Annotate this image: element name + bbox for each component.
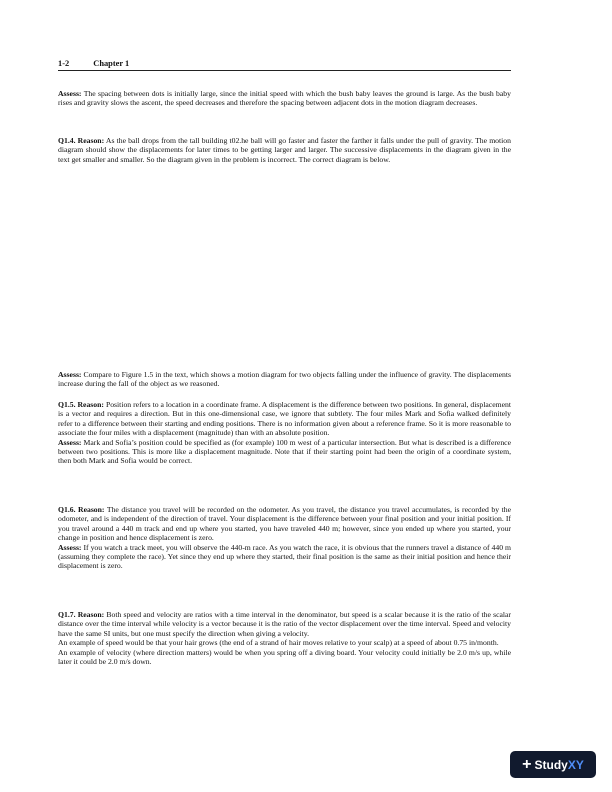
q1-7-label: Q1.7. Reason: [58, 610, 105, 619]
page-number: 1-2 [58, 59, 70, 68]
q1-4-assess-text: Compare to Figure 1.5 in the text, which shows a motion diagram for two objects falling under the influence of gravity. The displacements increase during the fall of the object as we reasoned. [58, 370, 511, 389]
logo-text-study: Study [534, 757, 568, 772]
q1-5-assess-text: Mark and Sofia’s position could be specified as (for example) 100 m west of a particular intersection. But what is described is a difference between two positions. This is more like a displacement magnitude. Note that if their starting point had been the origin of a coordinate system, then both Mark and Sofia would be correct. [58, 437, 512, 466]
q1-5-label: Q1.5. Reason: [58, 400, 104, 409]
q1-6-label: Q1.6. Reason: [58, 505, 105, 514]
q1-6-paragraph [58, 505, 511, 571]
velocity-example: An example of velocity (where direction matters) would be when you spring off a diving board. Your velocity could initially be 2.0 m/s up, while later it could be 2.0 m/s down. [58, 647, 511, 667]
q1-5-assess-label: Assess: [58, 437, 82, 447]
q1-7-text: Both speed and velocity are ratios with a time interval in the denominator, but speed is a scalar because it is the ratio of the scalar distance over the time interval while velocity is a vector because it is the ratio of the vector displacement over the time interval. Speed and velocity have the same SI units, but one must specify the direction when giving a velocity. [58, 610, 511, 638]
assess-label: Assess: [58, 89, 82, 98]
q1-5-text: Position refers to a location in a coordinate frame. A displacement is the difference between two positions. In general, displacement is a vector and requires a direction. But in this one-dimensional case, we ignore that subtlety. The four miles Mark and Sofia walked definitely refer to a difference between their starting and ending positions. There is no information given about a reference frame. So it is more reasonable to associate the four miles with a displacement (magnitude) than with an absolute position. [58, 400, 511, 438]
q1-4-label: Q1.4. Reason: [58, 136, 105, 145]
q1-4-assess-label: Assess: [58, 370, 82, 379]
logo-text-xy: XY [567, 757, 584, 772]
q1-5-paragraph [58, 400, 511, 466]
motion-diagram-area [58, 185, 511, 360]
q1-6-assess-label: Assess: [58, 542, 82, 552]
studyxy-logo [510, 751, 596, 778]
plus-icon: + [522, 755, 532, 773]
chapter-title: Chapter 1 [93, 59, 130, 68]
q1-4-assess-paragraph [58, 370, 511, 389]
q1-6-assess-text: If you watch a track meet, you will observe the 440-m race. As you watch the race, it is obvious that the runners travel a distance of 440 m (assuming they complete the race). Yet since they end up where they started, their final position is the same as their initial position and hence their displacement is zero. [58, 542, 511, 571]
speed-example: An example of speed would be that your hair grows (the end of a strand of hair moves relative to your scalp) at a speed of about 0.75 in/month. [58, 638, 499, 648]
q1-7-paragraph [58, 610, 511, 666]
q1-6-text: The distance you travel will be recorded on the odometer. As you travel, the distance you travel accumulates, is recorded by the odometer, and is independent of the direction of travel. Your displacement is the difference between your final position and your initial position. If you travel around a 440 m track and end up where you started, you have traveled 440 m; however, since you ended up where you started, your change in position and hence displacement is zero. [58, 505, 511, 543]
assess-text: The spacing between dots is initially large, since the initial speed with which the bush baby leaves the ground is large. As the bush baby rises and gravity slows the ascent, the speed decreases and therefore the spacing between adjacent dots in the motion diagram decreases. [58, 89, 511, 108]
page-header [58, 59, 511, 71]
assess-paragraph-1 [58, 89, 511, 108]
q1-4-paragraph [58, 136, 511, 164]
q1-4-text: As the ball drops from the tall building t02.he ball will go faster and faster the farther it falls under the pull of gravity. The motion diagram should show the displacements for later times to be getting larger and larger. The successive displacements in the diagram given in the text get smaller and smaller. So the diagram given in the problem is incorrect. The correct diagram is below. [58, 136, 511, 164]
